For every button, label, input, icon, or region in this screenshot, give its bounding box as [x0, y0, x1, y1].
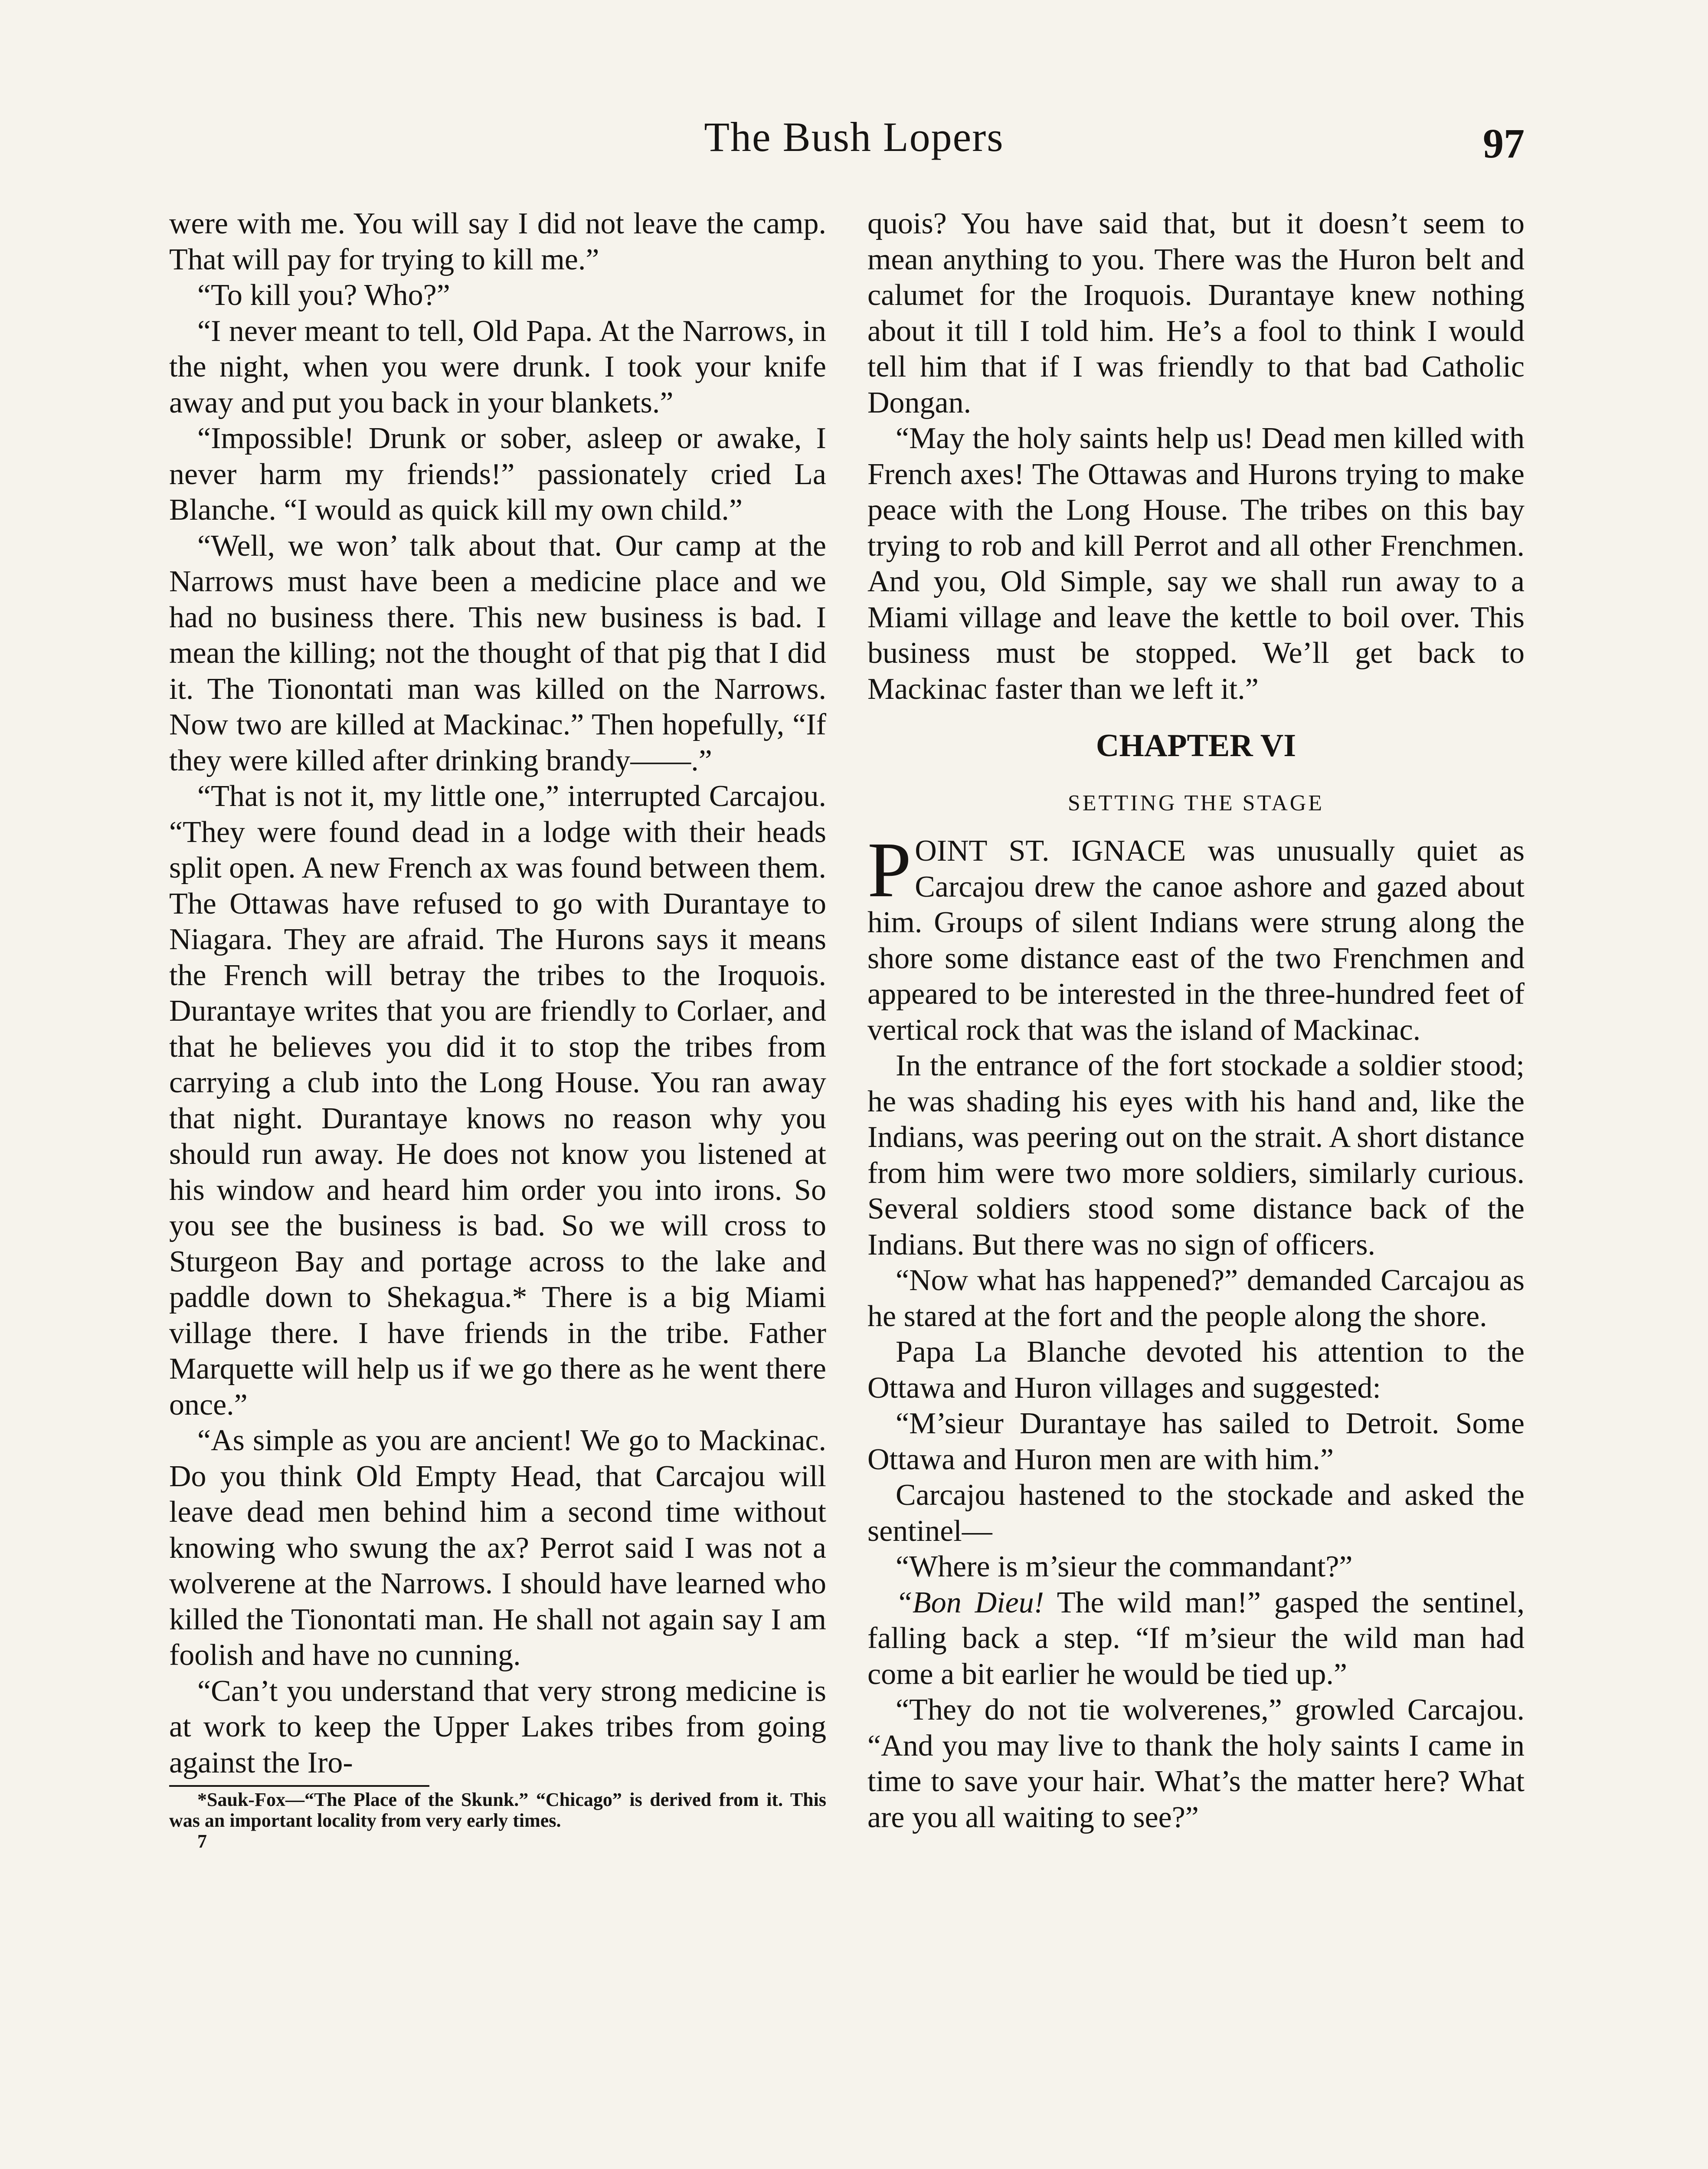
paragraph: “Well, we won’ talk about that. Our camp at the Narrows must have been a medicine place and we had no business there. This new business is bad. I mean the killing; not the thought of that pig that I did it. The Tionontati man was killed on the Narrows. Now two are killed at Mackinac.” Then hopefully, “If they were killed after drinking brandy——.” [169, 529, 826, 777]
paragraph: “M’sieur Durantaye has sailed to Detroit. Some Ottawa and Huron men are with him.” [867, 1407, 1525, 1476]
paragraph: quois? You have said that, but it doesn’t seem to mean anything to you. There was the Huron belt and calumet for the Iroquois. Durantaye knew nothing about it till I told him. He’s a fool to think I would tell him that if I was friendly to that bad Catholic Dongan. [867, 207, 1525, 419]
paragraph: “That is not it, my little one,” interrupted Carcajou. “They were found dead in a lodge with their heads split open. A new French ax was found between them. The Ottawas have refused to go with Durantaye to Niagara. They are afraid. The Hurons says it means the French will betray the tribes to the Iroquois. Durantaye writes that you are friendly to Corlaer, and that he believes you did it to stop the tribes from carrying a club into the Long House. You ran away that night. Durantaye knows no reason why you should run away. He does not know you listened at his window and heard him order you into irons. So you see the business is bad. So we will cross to Sturgeon Bay and portage across to the lake and paddle down to Shekagua.* There is a big Miami village there. I have friends in the tribe. Father Marquette will help us if we go there as he went there once.” [169, 780, 826, 1422]
paragraph: Carcajou hastened to the stockade and asked the sentinel— [867, 1478, 1525, 1548]
chapter-title: CHAPTER VI [1096, 728, 1296, 763]
chapter-opening-paragraph [867, 826, 1525, 1048]
footnote: *Sauk-Fox—“The Place of the Skunk.” “Chicago” is derived from it. This was an important locality from very early times. [169, 1789, 826, 1831]
italic-exclamation: “Bon Dieu! [896, 1586, 1044, 1619]
running-head: The Bush Lopers [704, 114, 1004, 160]
paragraph [867, 1585, 1525, 1693]
opening-text: OINT ST. IGNACE was unusually quiet as Carcajou drew the canoe ashore and gazed about him. Groups of silent Indians were strung along the shore some distance east of the two Frenchmen and appeared to be interested in the three-hundred feet of vertical rock that was the island of Mackinac. [867, 834, 1525, 1047]
right-column [867, 206, 1525, 1835]
paragraph: “I never meant to tell, Old Papa. At the Narrows, in the night, when you were drunk. I took your knife away and put you back in your blankets.” [169, 314, 826, 419]
paragraph: “They do not tie wolverenes,” growled Carcajou. “And you may live to thank the holy saints I came in time to save your hair. What’s the matter here? What are you all waiting to see?” [867, 1693, 1525, 1834]
paragraph: “Now what has happened?” demanded Carcajou as he stared at the fort and the people along the shore. [867, 1264, 1525, 1333]
paragraph: In the entrance of the fort stockade a soldier stood; he was shading his eyes with his hand and, like the Indians, was peering out on the strait. A short distance from him were two more soldiers, similarly curious. Several soldiers stood some distance back of the Indians. But there was no sign of officers. [867, 1049, 1525, 1261]
left-column [169, 206, 826, 1852]
paragraph: “Can’t you understand that very strong medicine is at work to keep the Upper Lakes tribes from going against the Iro- [169, 1674, 826, 1779]
paragraph: “May the holy saints help us! Dead men killed with French axes! The Ottawas and Hurons trying to make peace with the Long House. The tribes on this bay trying to rob and kill Perrot and all other Frenchmen. And you, Old Simple, say we shall run away to a Miami village and leave the kettle to boil over. This business must be stopped. We’ll get back to Mackinac faster than we left it.” [867, 422, 1525, 706]
page-number: 97 [1483, 120, 1525, 167]
paragraph: Papa La Blanche devoted his attention to the Ottawa and Huron villages and suggested: [867, 1335, 1525, 1405]
paragraph: “Impossible! Drunk or sober, asleep or awake, I never harm my friends!” passionately cried La Blanche. “I would as quick kill my own child.” [169, 422, 826, 527]
paragraph: were with me. You will say I did not leave the camp. That will pay for trying to kill me.” [169, 207, 826, 276]
paragraph-text: The wild man!” gasped the sentinel, falling back a step. “If m’sieur the wild man had come a bit earlier he would be tied up.” [867, 1586, 1525, 1691]
paragraph: “To kill you? Who?” [197, 278, 450, 312]
footnote-rule [169, 1785, 429, 1787]
paragraph: “Where is m’sieur the commandant?” [896, 1550, 1353, 1583]
drop-cap: P [867, 826, 912, 914]
paragraph: “As simple as you are ancient! We go to Mackinac. Do you think Old Empty Head, that Carcajou will leave dead men behind him a second time without knowing who swung the ax? Perrot said I was not a wolverene at the Narrows. I should have learned who killed the Tionontati man. He shall not again say I am foolish and have no cunning. [169, 1424, 826, 1672]
signature-mark: 7 [197, 1831, 207, 1852]
chapter-subtitle: SETTING THE STAGE [1067, 790, 1325, 816]
